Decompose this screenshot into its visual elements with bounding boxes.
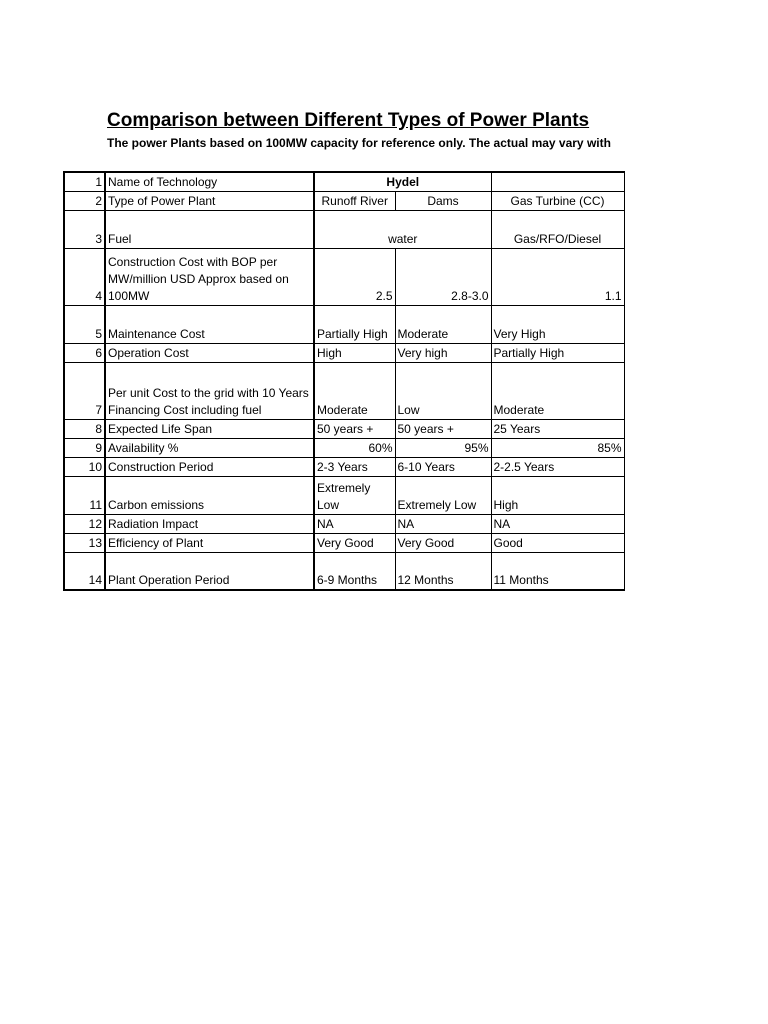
value-cell: 2-3 Years bbox=[314, 457, 395, 476]
value-cell: 2.5 bbox=[314, 248, 395, 305]
row-number: 7 bbox=[64, 362, 105, 419]
row-number: 8 bbox=[64, 419, 105, 438]
parameter-cell: Type of Power Plant bbox=[105, 191, 314, 210]
row-number: 9 bbox=[64, 438, 105, 457]
value-cell: Partially High bbox=[314, 305, 395, 343]
value-cell: 6-10 Years bbox=[395, 457, 491, 476]
value-cell: Low bbox=[395, 362, 491, 419]
value-cell: Very High bbox=[491, 305, 624, 343]
value-cell: 60% bbox=[314, 438, 395, 457]
value-cell: 2-2.5 Years bbox=[491, 457, 624, 476]
value-cell: Partially High bbox=[491, 343, 624, 362]
value-cell: Extremely Low bbox=[395, 476, 491, 514]
row-number: 11 bbox=[64, 476, 105, 514]
parameter-cell: Radiation Impact bbox=[105, 514, 314, 533]
technology-hydel-cell: Hydel bbox=[314, 172, 491, 191]
value-cell: Moderate bbox=[314, 362, 395, 419]
parameter-cell: Availability % bbox=[105, 438, 314, 457]
table-row bbox=[64, 514, 624, 533]
table-row bbox=[64, 305, 624, 343]
row-number: 10 bbox=[64, 457, 105, 476]
table-row bbox=[64, 533, 624, 552]
value-cell: water bbox=[314, 210, 491, 248]
value-cell: Very high bbox=[395, 343, 491, 362]
value-cell: High bbox=[491, 476, 624, 514]
page-title: Comparison between Different Types of Power Plants bbox=[107, 110, 590, 131]
parameter-cell: Construction Cost with BOP per MW/million USD Approx based on 100MW bbox=[105, 248, 314, 305]
table-row bbox=[64, 191, 624, 210]
row-number: 3 bbox=[64, 210, 105, 248]
table-row bbox=[64, 362, 624, 419]
value-cell: Extremely Low bbox=[314, 476, 395, 514]
value-cell: Very Good bbox=[314, 533, 395, 552]
row-number: 13 bbox=[64, 533, 105, 552]
value-cell: 25 Years bbox=[491, 419, 624, 438]
parameter-cell: Maintenance Cost bbox=[105, 305, 314, 343]
table-row bbox=[64, 457, 624, 476]
value-cell: Moderate bbox=[395, 305, 491, 343]
row-number: 1 bbox=[64, 172, 105, 191]
table-row bbox=[64, 476, 624, 514]
parameter-cell: Per unit Cost to the grid with 10 Years Financing Cost including fuel bbox=[105, 362, 314, 419]
value-cell: Very Good bbox=[395, 533, 491, 552]
parameter-cell: Efficiency of Plant bbox=[105, 533, 314, 552]
value-cell: Dams bbox=[395, 191, 491, 210]
value-cell: High bbox=[314, 343, 395, 362]
value-cell: 2.8-3.0 bbox=[395, 248, 491, 305]
value-cell: 11 Months bbox=[491, 552, 624, 590]
value-cell: NA bbox=[395, 514, 491, 533]
parameter-cell: Fuel bbox=[105, 210, 314, 248]
table-row bbox=[64, 172, 624, 191]
parameter-cell: Carbon emissions bbox=[105, 476, 314, 514]
value-cell: 50 years + bbox=[314, 419, 395, 438]
parameter-cell: Expected Life Span bbox=[105, 419, 314, 438]
table-row bbox=[64, 343, 624, 362]
value-cell: Gas Turbine (CC) bbox=[491, 191, 624, 210]
page-subtitle: The power Plants based on 100MW capacity for reference only. The actual may vary with bbox=[107, 136, 611, 150]
table-row bbox=[64, 438, 624, 457]
value-cell: Runoff River bbox=[314, 191, 395, 210]
comparison-table-container bbox=[63, 171, 622, 591]
value-cell: 95% bbox=[395, 438, 491, 457]
table-row bbox=[64, 248, 624, 305]
parameter-cell: Operation Cost bbox=[105, 343, 314, 362]
row-number: 4 bbox=[64, 248, 105, 305]
row-number: 6 bbox=[64, 343, 105, 362]
value-cell: 50 years + bbox=[395, 419, 491, 438]
parameter-cell: Plant Operation Period bbox=[105, 552, 314, 590]
value-cell: 1.1 bbox=[491, 248, 624, 305]
table-row bbox=[64, 552, 624, 590]
value-cell: NA bbox=[491, 514, 624, 533]
table-row bbox=[64, 419, 624, 438]
row-number: 5 bbox=[64, 305, 105, 343]
value-cell: 85% bbox=[491, 438, 624, 457]
row-number: 14 bbox=[64, 552, 105, 590]
technology-gas-cell bbox=[491, 172, 624, 191]
value-cell: 12 Months bbox=[395, 552, 491, 590]
value-cell: 6-9 Months bbox=[314, 552, 395, 590]
row-number: 12 bbox=[64, 514, 105, 533]
parameter-cell: Name of Technology bbox=[105, 172, 314, 191]
parameter-cell: Construction Period bbox=[105, 457, 314, 476]
comparison-table bbox=[63, 171, 625, 591]
value-cell: Moderate bbox=[491, 362, 624, 419]
row-number: 2 bbox=[64, 191, 105, 210]
value-cell: Gas/RFO/Diesel bbox=[491, 210, 624, 248]
value-cell: NA bbox=[314, 514, 395, 533]
value-cell: Good bbox=[491, 533, 624, 552]
table-row bbox=[64, 210, 624, 248]
